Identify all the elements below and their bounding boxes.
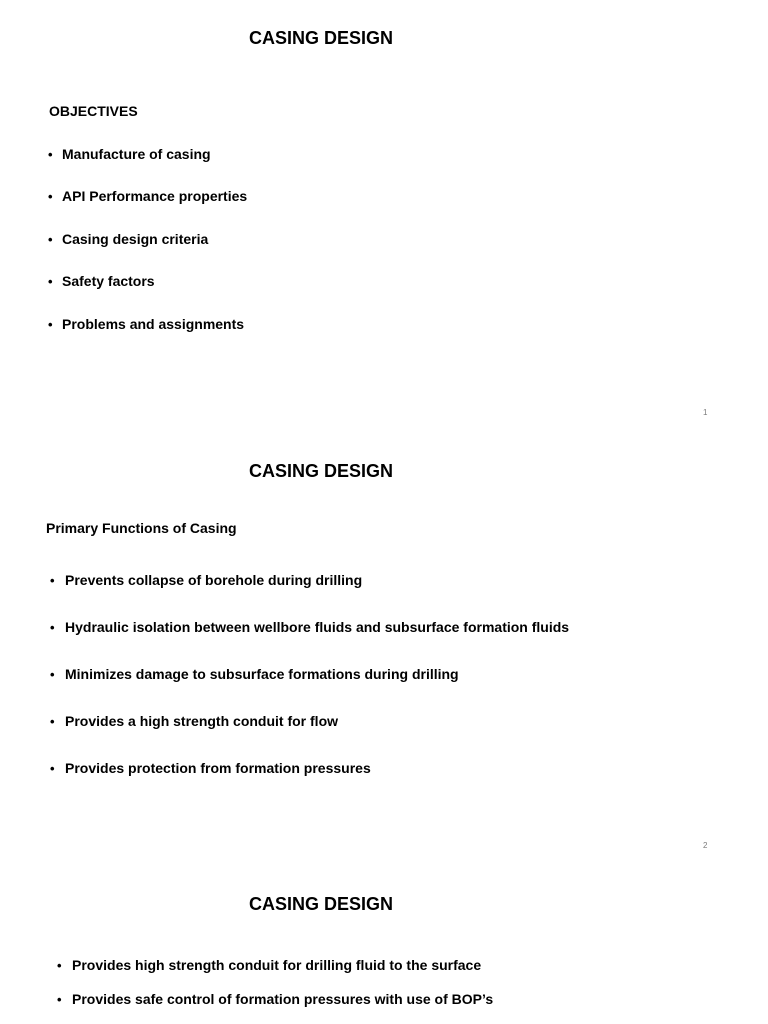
bullet-text: Prevents collapse of borehole during drilling <box>65 572 363 588</box>
section-heading-primary-functions: Primary Functions of Casing <box>46 520 237 536</box>
bullet-item <box>57 991 493 1007</box>
slide-1 <box>0 0 768 433</box>
bullet-item <box>50 572 362 588</box>
bullet-item <box>48 188 247 204</box>
slide-title: CASING DESIGN <box>249 28 394 48</box>
bullet-item <box>48 231 208 247</box>
bullet-icon: • <box>57 992 62 1007</box>
bullet-icon: • <box>50 620 55 635</box>
bullet-text: API Performance properties <box>62 188 248 204</box>
bullet-icon: • <box>57 958 62 973</box>
bullet-text: Provides high strength conduit for drilling fluid to the surface <box>72 957 482 973</box>
bullet-icon: • <box>50 761 55 776</box>
bullet-icon: • <box>50 573 55 588</box>
bullet-item <box>50 666 459 682</box>
bullet-item <box>50 760 371 776</box>
slide-title: CASING DESIGN <box>249 461 394 481</box>
bullet-item <box>48 273 155 289</box>
bullet-icon: • <box>48 147 53 162</box>
bullet-icon: • <box>48 317 53 332</box>
bullet-text: Safety factors <box>62 273 155 289</box>
bullet-item <box>50 713 338 729</box>
bullet-icon: • <box>48 189 53 204</box>
page-number: 1 <box>703 408 708 417</box>
bullet-icon: • <box>48 232 53 247</box>
section-heading-objectives: OBJECTIVES <box>49 103 138 119</box>
bullet-item <box>50 619 569 635</box>
bullet-text: Casing design criteria <box>62 231 209 247</box>
bullet-item <box>48 316 244 332</box>
page-number: 2 <box>703 841 708 850</box>
slide-3 <box>0 866 768 1024</box>
bullet-text: Provides a high strength conduit for flow <box>65 713 339 729</box>
bullet-item <box>48 146 211 162</box>
slide-title: CASING DESIGN <box>249 894 394 914</box>
bullet-text: Manufacture of casing <box>62 146 211 162</box>
bullet-text: Provides protection from formation pressures <box>65 760 371 776</box>
bullet-icon: • <box>50 714 55 729</box>
bullet-text: Provides safe control of formation pressures with use of BOP’s <box>72 991 494 1007</box>
bullet-text: Hydraulic isolation between wellbore fluids and subsurface formation fluids <box>65 619 570 635</box>
bullet-item <box>57 957 481 973</box>
bullet-icon: • <box>48 274 53 289</box>
bullet-text: Problems and assignments <box>62 316 245 332</box>
slide-2 <box>0 433 768 866</box>
bullet-icon: • <box>50 667 55 682</box>
bullet-text: Minimizes damage to subsurface formations during drilling <box>65 666 459 682</box>
